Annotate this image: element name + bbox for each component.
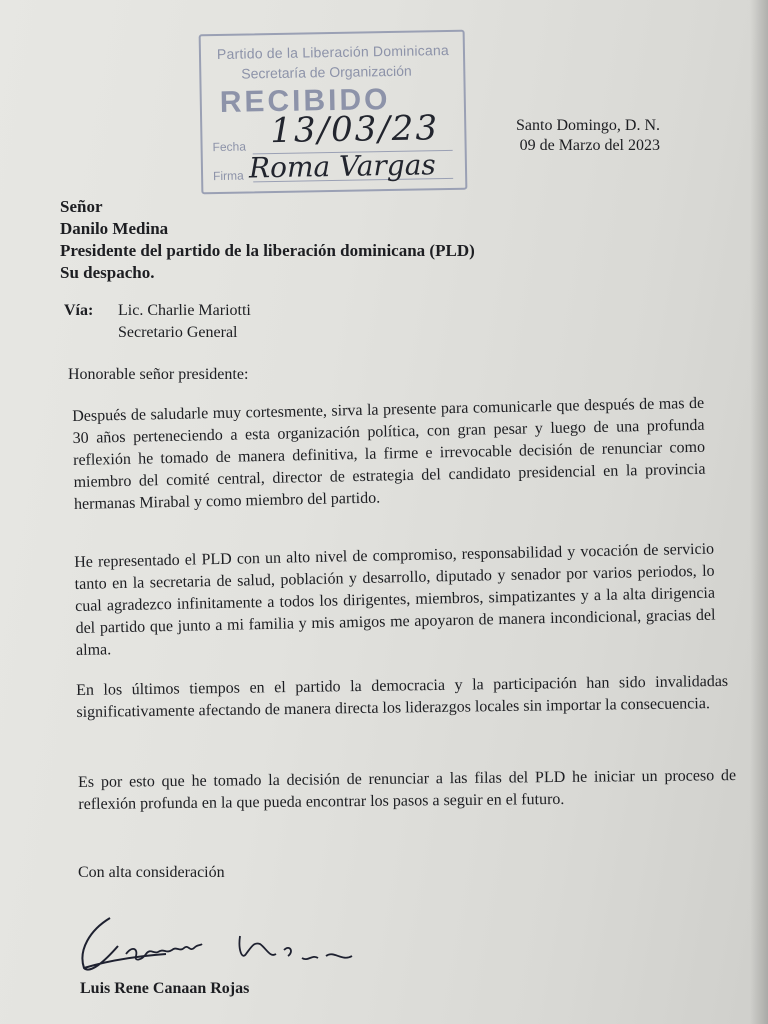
stamp-status: RECIBIDO <box>219 82 391 119</box>
signer-name: Luis Rene Canaan Rojas <box>80 980 250 997</box>
place-and-date <box>516 116 660 156</box>
handwritten-signature <box>70 910 370 980</box>
body-paragraph-1: Después de saludarle muy cortesmente, sirva la presente para comunicarle que después de mas de 30 años perteneciendo a esta organización política, con gran pesar y luego de una profunda reflexión he tomado de manera definitiva, la firme e irrevocable decisión de renunciar como miembro del comité central, director de estrategia del candidato presidencial en la provincia hermanas Mirabal y como miembro del partido. <box>72 394 706 513</box>
stamp-handwritten-date: 13/03/23 <box>269 108 440 152</box>
closing-line: Con alta consideración <box>78 864 225 881</box>
via-title: Secretario General <box>118 324 238 341</box>
addressee-office: Su despacho. <box>60 263 155 282</box>
stamp-department: Secretaría de Organización <box>241 62 412 82</box>
addressee-block <box>60 196 475 284</box>
body-paragraph-4: Es por esto que he tomado la decisión de renunciar a las filas del PLD he iniciar un proceso de reflexión profunda en la que pueda encontrar los pasos a seguir en el futuro. <box>78 767 737 813</box>
addressee-honorific: Señor <box>60 197 103 216</box>
stamp-party-name: Partido de la Liberación Dominicana <box>216 41 449 63</box>
salutation: Honorable señor presidente: <box>68 366 249 383</box>
page-edge-shadow <box>750 0 768 1024</box>
via-label: Vía: <box>64 302 94 319</box>
via-name: Lic. Charlie Mariotti <box>118 302 251 319</box>
addressee-name: Danilo Medina <box>60 219 169 238</box>
stamp-firma-label: Firma <box>212 168 244 184</box>
body-paragraph-3: En los últimos tiempos en el partido la democracia y la participación han sido invalidadas significativamente afectando de manera directa los liderazgos locales sin importar la consecuencia. <box>76 672 729 721</box>
addressee-position: Presidente del partido de la liberación dominicana (PLD) <box>60 241 475 260</box>
stamp-fecha-label: Fecha <box>212 139 247 155</box>
place-text: Santo Domingo, D. N. <box>516 117 660 134</box>
stamp-handwritten-signature: Roma Vargas <box>248 148 437 185</box>
body-paragraph-2: He representado el PLD con un alto nivel de compromiso, responsabilidad y vocación de servicio tanto en la secretaria de salud, población y desarrollo, diputado y senador por varios periodos, lo cual agradezco infinitamente a todos los dirigentes, miembros, simpatizantes y a la alta dirigencia del partido que junto a mi familia y mis amigos me apoyaron de manera incondicional, gracias del alma. <box>74 540 716 659</box>
date-text: 09 de Marzo del 2023 <box>519 137 660 154</box>
received-stamp <box>199 30 468 195</box>
